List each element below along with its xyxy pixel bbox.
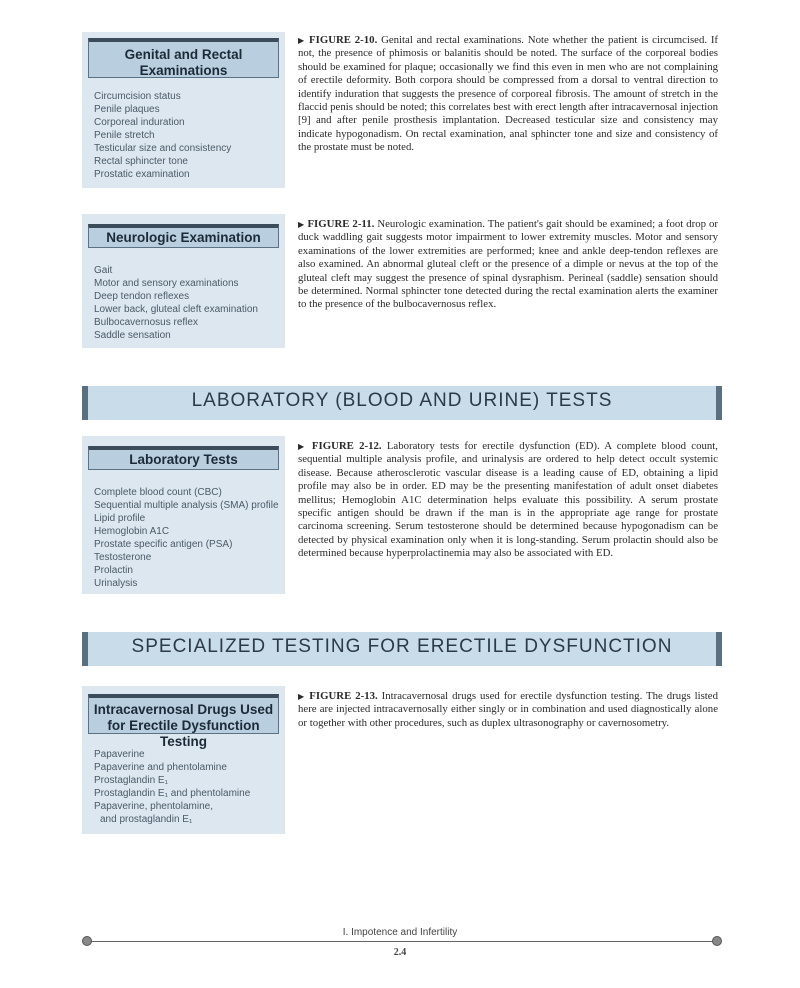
figure-2-12-caption xyxy=(298,440,718,561)
list-item: Papaverine xyxy=(94,749,145,760)
caption-text: Laboratory tests for erectile dysfunction (ED). A complete blood count, sequential multiple analysis profile, and urinalysis are ordered to help detect occult systemic disease. Because atherosclerotic vascular disease is a leading cause of ED, obtaining a lipid profile may also be in order. ED may be the presenting manifestation of adult onset diabetes mellitus; Hemoglobin A1C determination helps evaluate this possibility. A serum prostate specific antigen should be drawn if the man is in the appropriate age range for prostate carcinoma screening. Serum testosterone should be determined because hypogonadism can be detected by physical examination only when it is long-standing. Serum prolactin should also be determined because hyperprolactinemia may also be associated with ED. xyxy=(298,440,718,560)
lab-tests-panel xyxy=(82,436,285,594)
list-item: Rectal sphincter tone xyxy=(94,156,188,167)
bullet-icon: ▶ xyxy=(298,692,306,701)
list-item: Prolactin xyxy=(94,565,133,576)
drugs-list xyxy=(94,748,281,826)
figure-label: FIGURE 2-10. xyxy=(309,34,378,46)
caption-text: Intracavernosal drugs used for erectile dysfunction testing. The drugs listed here are injected intracavernosally either singly or in combination and used diagnostically alone or together with other procedures, such as duplex ultrasonography or cavernosometry. xyxy=(298,690,718,729)
list-item: Lipid profile xyxy=(94,513,146,524)
drugs-panel xyxy=(82,686,285,834)
list-item: Complete blood count (CBC) xyxy=(94,487,222,498)
list-item: Penile stretch xyxy=(94,130,155,141)
lab-section-title: LABORATORY (BLOOD AND URINE) TESTS xyxy=(191,390,613,411)
list-item: Sequential multiple analysis (SMA) profile xyxy=(94,500,279,511)
list-item: Testicular size and consistency xyxy=(94,143,232,154)
list-item: Lower back, gluteal cleft examination xyxy=(94,304,258,315)
footer-left-dot-icon xyxy=(82,936,92,946)
genital-exam-title: Genital and Rectal Examinations xyxy=(88,38,279,78)
caption-text: Neurologic examination. The patient's gait should be examined; a foot drop or duck waddling gait suggests motor impairment to lower extremity muscles. Motor and sensory examinations of the lower extremities are performed; knee and ankle deep-tendon reflexes are also examined. An abnormal gluteal cleft or the presence of a dimple or nevus at the top of the gluteal cleft may suggest the presence of spinal dysraphism. Perineal (saddle) sensation should be determined. Normal sphincter tone detected during the rectal examination alerts the examiner to the presence of the bulbocavernosus reflex. xyxy=(298,218,719,311)
bullet-icon: ▶ xyxy=(298,220,305,229)
footer-chapter: I. Impotence and Infertility xyxy=(342,927,458,938)
list-item: Prostatic examination xyxy=(94,169,190,180)
list-item: Prostate specific antigen (PSA) xyxy=(94,539,233,550)
list-item: Circumcision status xyxy=(94,91,181,102)
bullet-icon: ▶ xyxy=(298,442,307,451)
list-item: Motor and sensory examinations xyxy=(94,278,239,289)
bullet-icon: ▶ xyxy=(298,36,306,45)
genital-exam-panel xyxy=(82,32,285,188)
figure-2-13-caption xyxy=(298,690,718,730)
drugs-title: Intracavernosal Drugs Used for Erectile Dysfunction Testing xyxy=(88,694,279,734)
figure-2-11-caption xyxy=(298,218,718,312)
list-item: Saddle sensation xyxy=(94,330,171,341)
list-item: Papaverine, phentolamine, xyxy=(94,801,213,812)
caption-text: Genital and rectal examinations. Note whether the patient is circumcised. If not, the presence of phimosis or balanitis should be noted. The surface of the corporeal bodies should be examined for plaque; occasionally we find this even in men who are not complaining of erectile deformity. Both corpora should be compressed from a dorsal to ventral direction to identify induration that suggests the presence of corporeal fibrosis. The amount of stretch in the flaccid penis should be noted; this correlates best with erect length after intracavernosal injection [9] and after penile prosthesis implantation. Decreased testicular size and consistency may indicate hypogonadism. On rectal examination, anal sphincter tone and size and consistency of the prostate must be noted. xyxy=(298,34,719,154)
neuro-exam-list xyxy=(94,264,281,342)
list-item: Testosterone xyxy=(94,552,152,563)
list-item: Urinalysis xyxy=(94,578,138,589)
figure-label: FIGURE 2-12. xyxy=(311,440,382,452)
lab-tests-title: Laboratory Tests xyxy=(88,446,279,470)
figure-2-10-caption xyxy=(298,34,718,155)
lab-tests-list xyxy=(94,486,281,590)
list-item: Hemoglobin A1C xyxy=(94,526,170,537)
list-item: Corporeal induration xyxy=(94,117,185,128)
neuro-exam-panel xyxy=(82,214,285,348)
lab-section-banner xyxy=(82,386,722,420)
list-item: Penile plaques xyxy=(94,104,160,115)
list-item: and prostaglandin E₁ xyxy=(100,814,193,825)
list-item: Bulbocavernosus reflex xyxy=(94,317,198,328)
page-number: 2.4 xyxy=(393,947,407,958)
list-item: Papaverine and phentolamine xyxy=(94,762,227,773)
list-item: Gait xyxy=(94,265,113,276)
genital-exam-list xyxy=(94,90,281,181)
list-item: Deep tendon reflexes xyxy=(94,291,190,302)
figure-label: FIGURE 2-13. xyxy=(309,690,378,702)
specialized-section-banner xyxy=(82,632,722,666)
neuro-exam-title: Neurologic Examination xyxy=(88,224,279,248)
figure-label: FIGURE 2-11. xyxy=(307,218,375,230)
list-item: Prostaglandin E₁ and phentolamine xyxy=(94,788,251,799)
specialized-section-title: SPECIALIZED TESTING FOR ERECTILE DYSFUNCTION xyxy=(131,636,673,657)
footer-right-dot-icon xyxy=(712,936,722,946)
footer-rule xyxy=(86,941,718,942)
list-item: Prostaglandin E₁ xyxy=(94,775,168,786)
